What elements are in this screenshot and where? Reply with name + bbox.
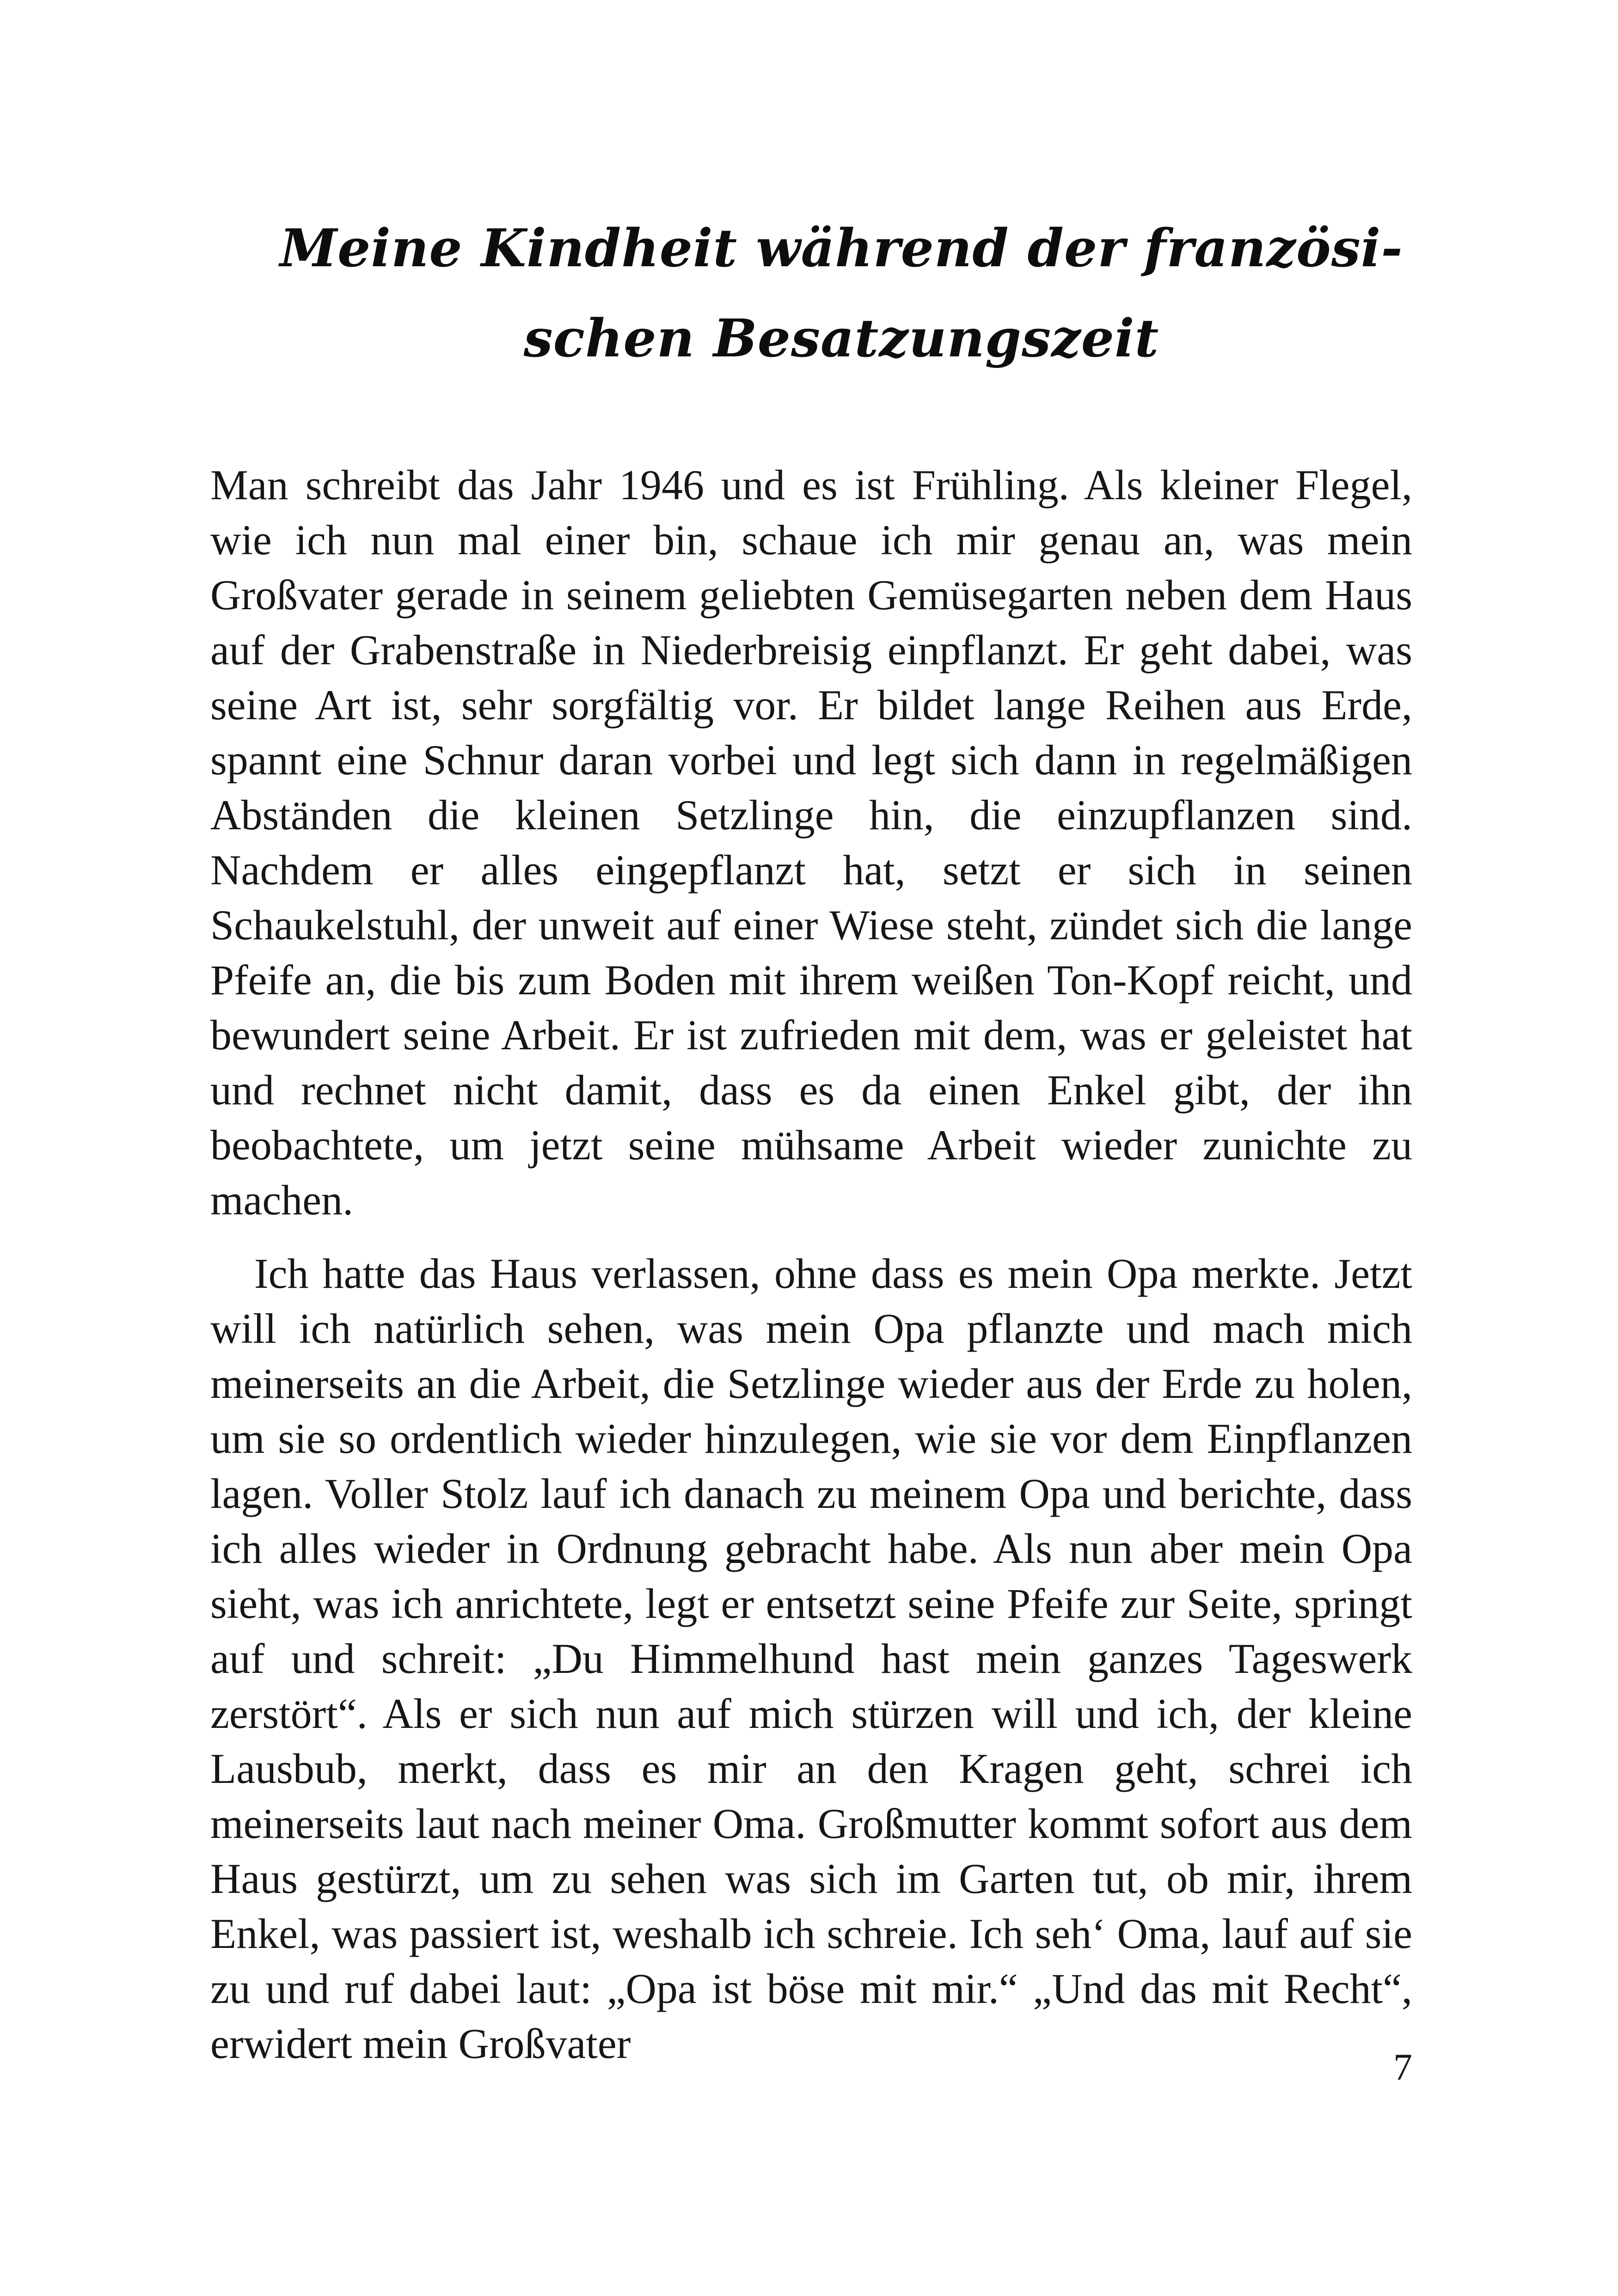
- chapter-title-line-2: schen Besatzungszeit: [523, 308, 1159, 369]
- paragraph-2: Ich hatte das Haus verlassen, ohne dass es mein Opa merkte. Jetzt will ich natürlich sehen, was mein Opa pflanzte und mach mich meinerseits an die Arbeit, die Setzlinge wieder aus der Erde zu holen, um sie so ordentlich wieder hinzulegen, wie sie vor dem Einpflanzen lagen. Voller Stolz lauf ich danach zu meinem Opa und berichte, dass ich alles wieder in Ordnung gebracht habe. Als nun aber mein Opa sieht, was ich anrichtete, legt er entsetzt seine Pfeife zur Seite, springt auf und schreit: „Du Himmelhund hast mein ganzes Tageswerk zerstört“. Als er sich nun auf mich stürzen will und ich, der kleine Lausbub, merkt, dass es mir an den Kragen geht, schrei ich meinerseits laut nach meiner Oma. Großmutter kommt sofort aus dem Haus gestürzt, um zu sehen was sich im Garten tut, ob mir, ihrem Enkel, was passiert ist, weshalb ich schreie. Ich seh‘ Oma, lauf auf sie zu und ruf dabei laut: „Opa ist böse mit mir.“ „Und das mit Recht“, erwidert mein Großvater: [210, 1250, 1412, 2067]
- chapter-title-line-1: Meine Kindheit während der französi-: [280, 218, 1403, 279]
- paragraph-1: Man schreibt das Jahr 1946 und es ist Frühling. Als kleiner Flegel, wie ich nun mal einer bin, schaue ich mir genau an, was mein Großvater gerade in seinem geliebten Gemüsegarten neben dem Haus auf der Grabenstraße in Niederbreisig einpflanzt. Er geht dabei, was seine Art ist, sehr sorgfältig vor. Er bildet lange Reihen aus Erde, spannt eine Schnur daran vorbei und legt sich dann in regelmäßigen Abständen die kleinen Setzlinge hin, die einzupflanzen sind. Nachdem er alles eingepflanzt hat, setzt er sich in seinen Schaukelstuhl, der unweit auf einer Wiese steht, zündet sich die lange Pfeife an, die bis zum Boden mit ihrem weißen Ton-Kopf reicht, und bewundert seine Arbeit. Er ist zufrieden mit dem, was er geleistet hat und rechnet nicht damit, dass es da einen Enkel gibt, der ihn beobachtete, um jetzt seine mühsame Arbeit wieder zunichte zu machen.: [210, 461, 1412, 1224]
- chapter-title: [259, 203, 1424, 384]
- page-number: 7: [1393, 2046, 1412, 2088]
- body-text: [210, 458, 1412, 2071]
